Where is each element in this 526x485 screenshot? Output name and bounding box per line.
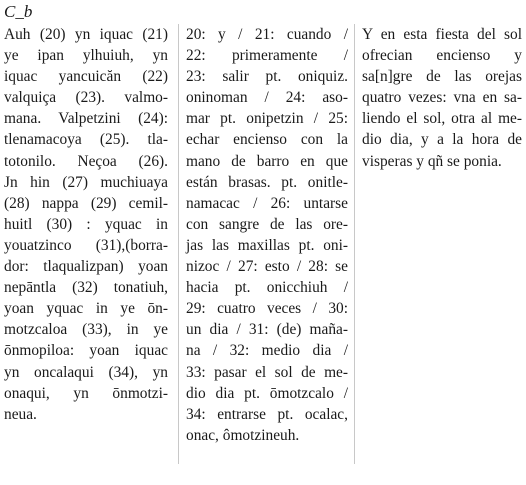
text-line: valquiça (23). valmo- bbox=[4, 89, 168, 107]
text-line: 29: cuatro veces / 30: bbox=[186, 300, 348, 318]
text-line: Auh (20) yn iquac (21) bbox=[4, 26, 168, 43]
text-line: iquac yancuicăn (22) bbox=[4, 68, 168, 86]
text-line: 34: entrarse pt. ocalac, bbox=[186, 405, 348, 423]
nahuatl-column bbox=[4, 24, 168, 425]
text-line: youatzinco (31),(borra- bbox=[4, 236, 168, 254]
spanish-translation-column bbox=[362, 24, 522, 172]
text-line: onaqui, yn ōnmotzi- bbox=[4, 384, 168, 402]
text-line: Jn hin (27) muchiuaya bbox=[4, 173, 168, 191]
text-line: un dia / 31: (de) maña- bbox=[186, 321, 348, 339]
text-line: nizoc / 27: esto / 28: se bbox=[186, 258, 348, 276]
text-line: nepāntla (32) tonatiuh, bbox=[4, 279, 168, 297]
text-line: onac, ômotzineuh. bbox=[186, 426, 300, 444]
text-line: yoan yquac in ye ōn- bbox=[4, 300, 168, 318]
text-line: oninoman / 24: aso- bbox=[186, 89, 348, 107]
text-line: echar enciensо con la bbox=[186, 131, 348, 149]
text-line: sa[n]gre de las orejas bbox=[362, 68, 522, 86]
text-line: na / 32: medio dia / bbox=[186, 342, 348, 360]
text-line: 20: y / 21: cuando / bbox=[186, 26, 348, 43]
text-line: totonilo. Neçoa (26). bbox=[4, 152, 168, 170]
text-line: mana. Valpetzini (24): bbox=[4, 110, 168, 128]
text-line: 23: salir pt. oniquiz. bbox=[186, 68, 348, 86]
text-line: hacia pt. onicchiuh / bbox=[186, 279, 348, 297]
text-line: dor: tlaqualizpan) yoan bbox=[4, 258, 168, 276]
text-line: ōnmopiloa: yoan iquac bbox=[4, 342, 168, 360]
text-line: neua. bbox=[4, 405, 37, 423]
text-line: motzcaloa (33), in ye bbox=[4, 321, 168, 339]
column-divider bbox=[178, 24, 179, 464]
text-line: dio dia, y a la hora de bbox=[362, 131, 522, 149]
text-line: (28) nappa (29) cemil- bbox=[4, 194, 168, 212]
text-line: con sangre de las ore- bbox=[186, 215, 348, 233]
text-line: mano de barro en que bbox=[186, 152, 348, 170]
glossary-column bbox=[186, 24, 348, 446]
text-line: namacac / 26: untarse bbox=[186, 194, 348, 212]
text-line: 22: primeramente / bbox=[186, 47, 348, 65]
text-line: 33: pasar el sol de me- bbox=[186, 363, 348, 381]
text-line: mar pt. onipetzin / 25: bbox=[186, 110, 348, 128]
text-line: visperas y qñ se ponia. bbox=[362, 152, 502, 170]
text-line: dio dia pt. ōmotzcalo / bbox=[186, 384, 348, 402]
text-line: jas las maxillas pt. oni- bbox=[186, 236, 348, 254]
text-line: están brasas. pt. onitle- bbox=[186, 173, 348, 191]
page-header: C_b bbox=[4, 2, 33, 21]
column-divider bbox=[354, 24, 355, 464]
text-line: liendo el sol, otra al me- bbox=[362, 110, 522, 128]
text-line: tlenamacoya (25). tla- bbox=[4, 131, 168, 149]
text-line: huitl (30) : yquac in bbox=[4, 215, 168, 233]
text-line: yn oncalaqui (34), yn bbox=[4, 363, 168, 381]
text-line: Y en esta fiesta del sol bbox=[362, 26, 522, 43]
text-line: ye ipan ylhuiuh, yn bbox=[4, 47, 168, 65]
text-line: quatro vezes: vna en sa- bbox=[362, 89, 522, 107]
text-line: ofrecian enciensо y bbox=[362, 47, 522, 65]
